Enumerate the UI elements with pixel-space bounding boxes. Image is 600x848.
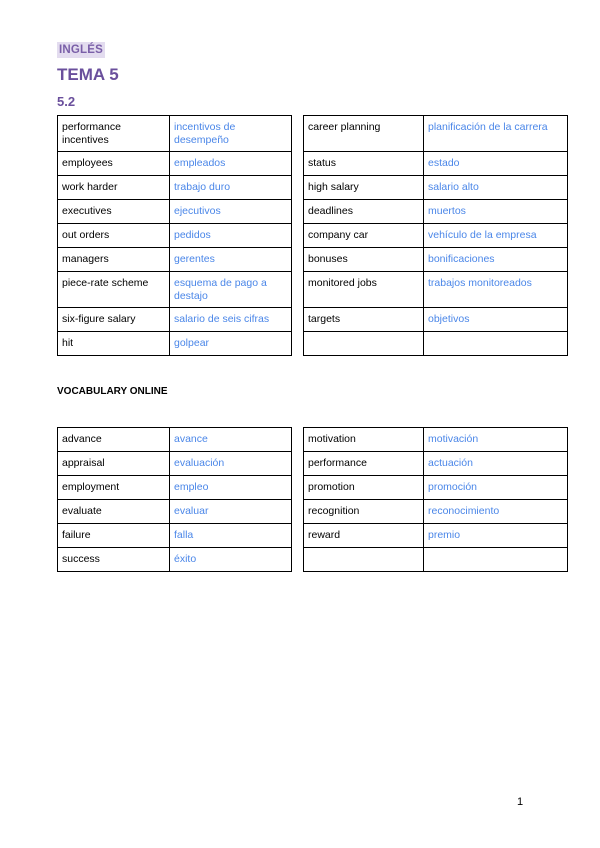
spanish-translation: esquema de pago a destajo [170, 272, 292, 308]
spanish-translation: trabajo duro [170, 176, 292, 200]
spanish-translation: falla [170, 524, 292, 548]
table-row [304, 428, 568, 452]
english-term [304, 548, 424, 572]
english-term: targets [304, 308, 424, 332]
table-row [58, 500, 292, 524]
spanish-translation: avance [170, 428, 292, 452]
table-row [58, 152, 292, 176]
english-term: hit [58, 332, 170, 356]
spanish-translation: ejecutivos [170, 200, 292, 224]
english-term: out orders [58, 224, 170, 248]
table-row [58, 116, 292, 152]
spanish-translation: evaluación [170, 452, 292, 476]
english-term: company car [304, 224, 424, 248]
spanish-translation: motivación [424, 428, 568, 452]
table-row [304, 116, 568, 152]
english-term: motivation [304, 428, 424, 452]
spanish-translation: salario alto [424, 176, 568, 200]
spanish-translation: gerentes [170, 248, 292, 272]
english-term: employees [58, 152, 170, 176]
spanish-translation: incentivos de desempeño [170, 116, 292, 152]
table-row [304, 200, 568, 224]
english-term: six-figure salary [58, 308, 170, 332]
table-row [304, 452, 568, 476]
english-term: success [58, 548, 170, 572]
english-term: career planning [304, 116, 424, 152]
english-term: work harder [58, 176, 170, 200]
vocab-table-2-right [303, 427, 568, 572]
english-term: executives [58, 200, 170, 224]
english-term: deadlines [304, 200, 424, 224]
spanish-translation: reconocimiento [424, 500, 568, 524]
english-term: promotion [304, 476, 424, 500]
spanish-translation [424, 332, 568, 356]
spanish-translation: objetivos [424, 308, 568, 332]
english-term: evaluate [58, 500, 170, 524]
table-row [304, 332, 568, 356]
table-row [58, 524, 292, 548]
page-title: TEMA 5 [57, 65, 119, 84]
vocab-table-1-right [303, 115, 568, 356]
table-row [58, 428, 292, 452]
spanish-translation: planificación de la carrera [424, 116, 568, 152]
page-number: 1 [517, 796, 524, 808]
english-term [304, 332, 424, 356]
spanish-translation: salario de seis cifras [170, 308, 292, 332]
spanish-translation: trabajos monitoreados [424, 272, 568, 308]
english-term: reward [304, 524, 424, 548]
table-row [304, 152, 568, 176]
subject-tag: INGLÉS [59, 44, 104, 56]
table-row [58, 272, 292, 308]
english-term: bonuses [304, 248, 424, 272]
table-row [58, 452, 292, 476]
english-term: performance [304, 452, 424, 476]
table-row [58, 476, 292, 500]
table-row [304, 500, 568, 524]
table-row [304, 224, 568, 248]
spanish-translation: estado [424, 152, 568, 176]
english-term: piece-rate scheme [58, 272, 170, 308]
table-row [304, 308, 568, 332]
english-term: status [304, 152, 424, 176]
table-row [304, 176, 568, 200]
english-term: managers [58, 248, 170, 272]
spanish-translation [424, 548, 568, 572]
spanish-translation: promoción [424, 476, 568, 500]
spanish-translation: actuación [424, 452, 568, 476]
english-term: advance [58, 428, 170, 452]
english-term: performance incentives [58, 116, 170, 152]
table-row [304, 248, 568, 272]
table-row [58, 308, 292, 332]
spanish-translation: vehículo de la empresa [424, 224, 568, 248]
table-row [58, 200, 292, 224]
vocab-table-2-left [57, 427, 292, 572]
spanish-translation: golpear [170, 332, 292, 356]
spanish-translation: bonificaciones [424, 248, 568, 272]
table-row [58, 176, 292, 200]
table-row [304, 548, 568, 572]
spanish-translation: muertos [424, 200, 568, 224]
table-row [304, 272, 568, 308]
spanish-translation: empleo [170, 476, 292, 500]
spanish-translation: evaluar [170, 500, 292, 524]
spanish-translation: pedidos [170, 224, 292, 248]
english-term: recognition [304, 500, 424, 524]
table-row [58, 224, 292, 248]
english-term: high salary [304, 176, 424, 200]
spanish-translation: éxito [170, 548, 292, 572]
spanish-translation: empleados [170, 152, 292, 176]
table-row [58, 548, 292, 572]
section-number: 5.2 [57, 94, 76, 109]
english-term: appraisal [58, 452, 170, 476]
english-term: monitored jobs [304, 272, 424, 308]
english-term: employment [58, 476, 170, 500]
english-term: failure [58, 524, 170, 548]
section-heading: VOCABULARY ONLINE [57, 386, 168, 397]
spanish-translation: premio [424, 524, 568, 548]
table-row [304, 476, 568, 500]
vocab-table-1-left [57, 115, 292, 356]
table-row [58, 332, 292, 356]
table-row [304, 524, 568, 548]
table-row [58, 248, 292, 272]
